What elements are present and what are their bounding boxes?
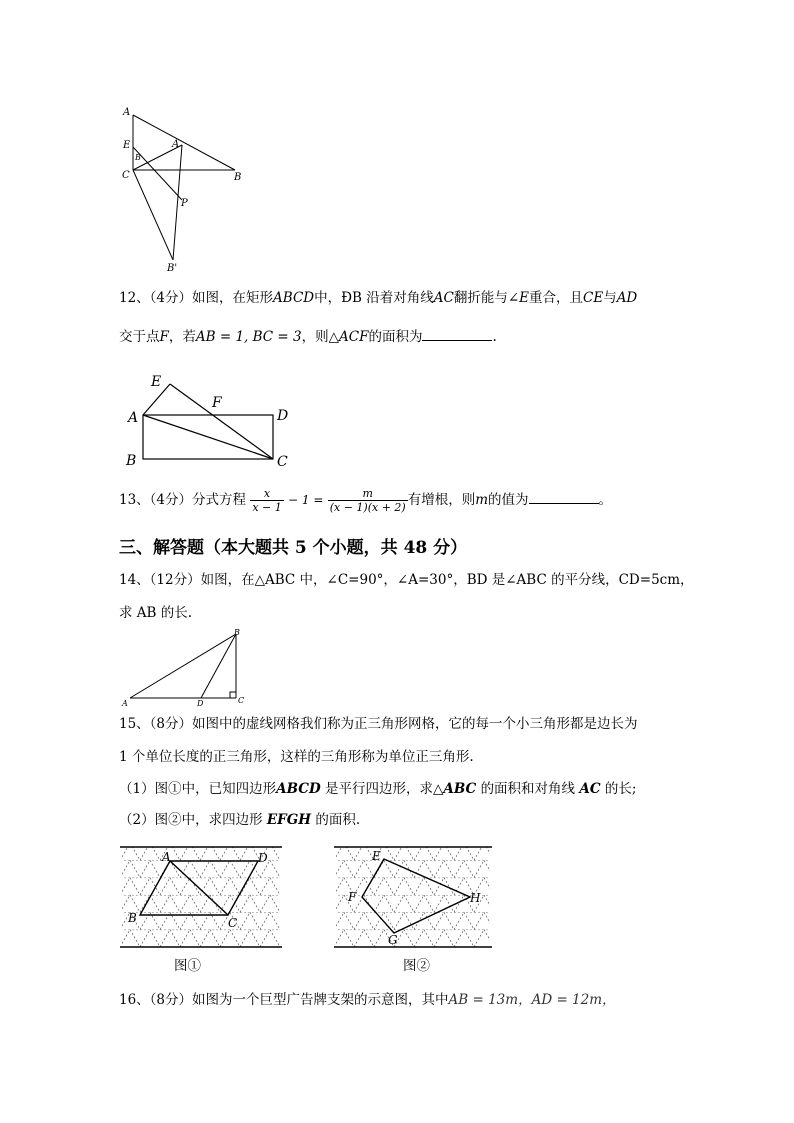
q15-line1: 15、（8分）如图中的虚线网格我们称为正三角形网格，它的每一个小三角形都是边长为 [119, 716, 638, 732]
label-G: G [388, 933, 398, 947]
label-B: B [126, 453, 137, 469]
label-P: P [181, 198, 188, 209]
q14-line1: 14、（12分）如图，在△ABC 中，∠C=90°，∠A=30°，BD 是∠ABC 的平分线，CD=5cm， [119, 572, 694, 588]
label-A: A [122, 699, 128, 708]
label-B: B [234, 628, 240, 637]
triangle-grid [336, 847, 490, 947]
label-B-prime: B' [167, 263, 178, 274]
answer-blank [422, 326, 492, 341]
label-E: E [151, 374, 162, 390]
q15-sub1: （1）图①中，已知四边形ABCD 是平行四边形，求△ABC 的面积和对角线 AC 的长; [119, 781, 637, 797]
label-D: D [277, 408, 289, 424]
triangle-grid [122, 847, 280, 947]
label-C: C [277, 454, 288, 470]
right-angle-mark [230, 692, 236, 698]
diagonal-AC [143, 415, 273, 459]
q13-line: 13、（4分）分式方程 $\frac{x}{x - 1}$ − 1 = $\frac{m}{(x - 1)(x + 2)}$ 有增根，则m的值为 。 [119, 487, 613, 514]
label-F: F [212, 395, 222, 411]
q12-line1: 12、（4分）如图，在矩形ABCD中，ÐB 沿着对角线AC翻折能与∠E重合，且CE与AD [119, 290, 638, 306]
answer-blank [529, 489, 599, 504]
label-A: A [162, 850, 171, 864]
caption-figure-1: 图① [174, 958, 201, 974]
label-B-mark: B [135, 153, 141, 162]
q14-line2: 求 AB 的长. [119, 605, 193, 621]
q15-line2: 1 个单位长度的正三角形，这样的三角形称为单位正三角形. [119, 749, 474, 765]
fraction-m: $\frac{m}{(x - 1)(x + 2)}$ [329, 487, 406, 514]
label-A: A [128, 410, 139, 426]
figure-q14 [118, 626, 258, 708]
label-B: B [128, 911, 137, 925]
label-B: B [234, 172, 242, 183]
label-A: A [123, 107, 131, 118]
label-A-prime: A [172, 139, 180, 150]
q15-sub2: （2）图②中，求四边形 EFGH 的面积. [119, 812, 361, 828]
q16-line: 16、（8分）如图为一个巨型广告牌支架的示意图，其中AB = 13m，AD = 12m， [119, 992, 616, 1008]
bisector-BD [201, 634, 236, 698]
label-E: E [372, 849, 381, 863]
figure-q15-2 [334, 843, 492, 951]
label-C: C [228, 916, 238, 930]
section-heading: 三、解答题（本大题共 5 个小题，共 48 分） [119, 538, 468, 558]
figure-q15-1 [120, 843, 282, 951]
fraction-x-over-x-minus-1: $\frac{x}{x - 1}$ [252, 487, 282, 514]
label-F: F [348, 890, 357, 904]
label-H: H [470, 891, 481, 905]
figure-q11 [115, 100, 255, 280]
label-D: D [258, 851, 268, 865]
label-D: D [197, 699, 204, 708]
label-C: C [238, 696, 245, 705]
label-E: E [123, 140, 131, 151]
edge-AB [130, 634, 236, 698]
caption-figure-2: 图② [403, 958, 430, 974]
label-C: C [122, 170, 130, 181]
q12-line2: 交于点F，若AB = 1, BC = 3，则△ACF的面积为 . [119, 326, 497, 347]
figure-q12 [118, 370, 308, 475]
